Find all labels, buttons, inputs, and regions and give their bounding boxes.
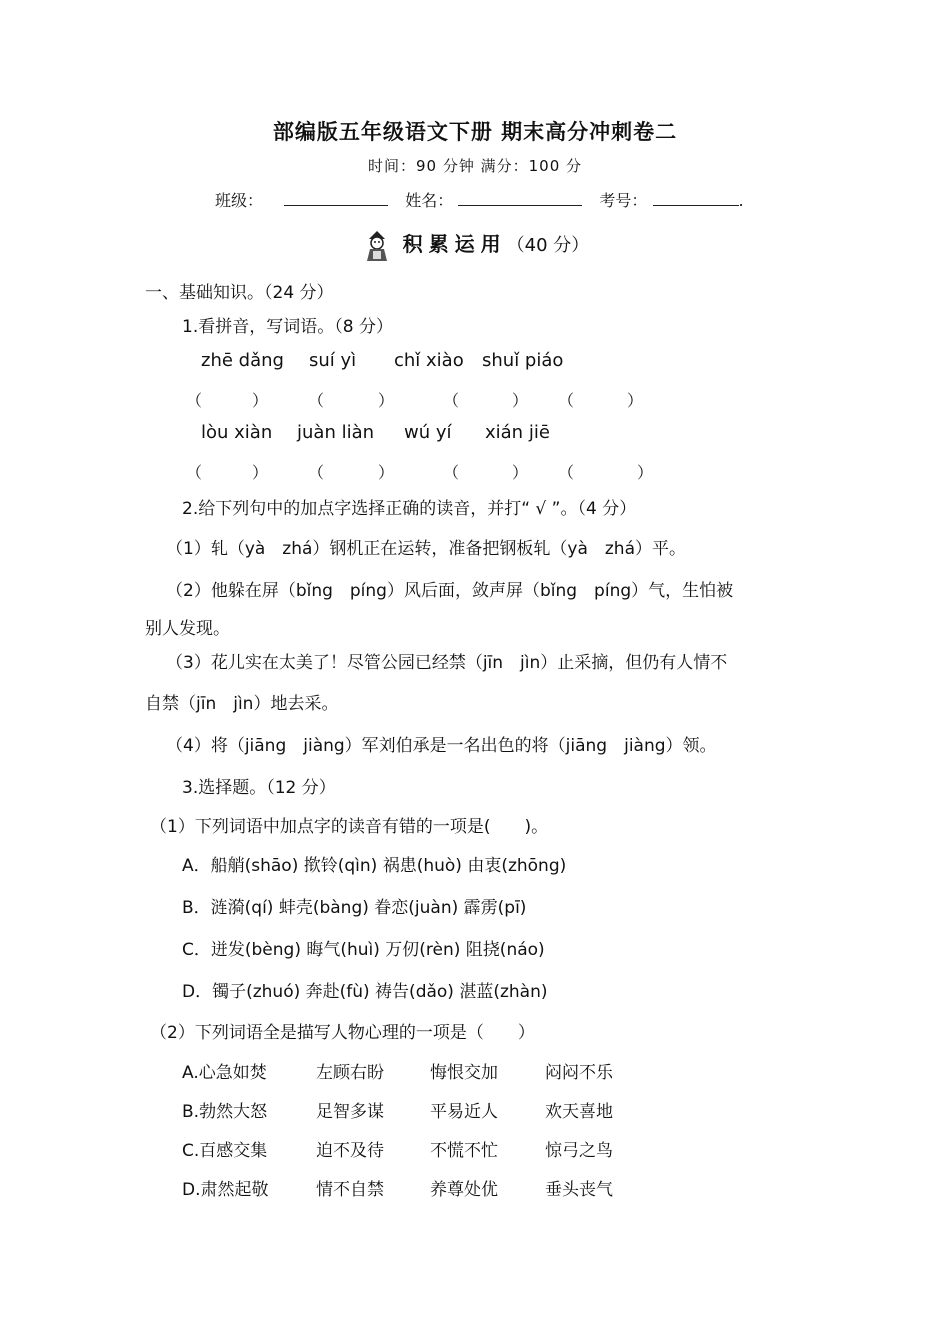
exam-meta: 时间：90 分钟 满分：100 分: [367, 157, 583, 175]
class-label: 班级：: [215, 191, 264, 210]
option-word: 垂头丧气: [545, 1180, 613, 1200]
section-title: 积累运用: [402, 232, 507, 256]
name-label: 姓名：: [405, 191, 454, 210]
option-word: 悔恨交加: [430, 1063, 498, 1083]
option-word: 惊弓之鸟: [545, 1141, 613, 1161]
paren-open: （: [558, 463, 575, 482]
paren-open: （: [186, 391, 203, 410]
q2-sentence-1: （1）轧（yà zhá）钢机正在运转，准备把钢板轧（yà zhá）平。: [166, 539, 687, 559]
q2-sentence-4: （4）将（jiāng jiàng）军刘伯承是一名出色的将（jiāng jiàng）领。: [166, 736, 717, 756]
paren-open: （: [443, 463, 460, 482]
q2-sentence-2: （2）他躲在屏（bǐng píng）风后面，敛声屏（bǐng píng）气，生怕被: [166, 581, 734, 601]
answer-row-2: [0, 460, 950, 482]
paren-open: （: [308, 463, 325, 482]
paren-close: ）: [252, 391, 269, 410]
paren-open: （: [186, 463, 203, 482]
q2-sentence-3-cont: 自禁（jīn jìn）地去采。: [145, 694, 339, 714]
pinyin-item: xián jiē: [485, 422, 550, 443]
q2-sentence-3: （3）花儿实在太美了！尽管公园已经禁（jīn jìn）止采摘，但仍有人情不: [166, 653, 728, 673]
student-mascot-icon: [361, 229, 393, 263]
q3-2-option-c[interactable]: C.百感交集: [182, 1141, 268, 1161]
q3-2-stem: （2）下列词语全是描写人物心理的一项是（ ）: [150, 1023, 535, 1043]
q3-1-option-b[interactable]: B．涟漪(qí) 蚌壳(bàng) 眷恋(juàn) 霹雳(pī): [182, 898, 527, 918]
pinyin-item: wú yí: [404, 422, 452, 443]
exam-title: 部编版五年级语文下册 期末高分冲刺卷二: [272, 120, 678, 144]
option-word: 养尊处优: [430, 1180, 498, 1200]
paren-open: （: [558, 391, 575, 410]
option-word: 不慌不忙: [430, 1141, 498, 1161]
name-blank[interactable]: [458, 189, 582, 206]
paren-open: （: [443, 391, 460, 410]
fields-end: .: [738, 191, 744, 210]
q2-prompt: 2.给下列句中的加点字选择正确的读音，并打“ √ ”。（4 分）: [182, 499, 637, 519]
q1-prompt: 1.看拼音，写词语。（8 分）: [182, 317, 393, 337]
pinyin-item: suí yì: [309, 350, 357, 371]
option-word: 情不自禁: [316, 1180, 384, 1200]
option-word: 左顾右盼: [316, 1063, 384, 1083]
id-blank[interactable]: [653, 189, 739, 206]
option-word: 迫不及待: [316, 1141, 384, 1161]
option-word: 足智多谋: [316, 1102, 384, 1122]
q3-1-option-c[interactable]: C．迸发(bèng) 晦气(huì) 万仞(rèn) 阻挠(náo): [182, 940, 545, 960]
q3-2-option-b[interactable]: B.勃然大怒: [182, 1102, 268, 1122]
q3-2-option-d[interactable]: D.肃然起敬: [182, 1180, 269, 1200]
paren-close: ）: [512, 463, 529, 482]
paren-close: ）: [252, 463, 269, 482]
student-info-fields: [215, 188, 744, 211]
option-word: 欢天喜地: [545, 1102, 613, 1122]
paren-close: ）: [512, 391, 529, 410]
answer-row-1: [0, 388, 950, 410]
paren-close: ）: [627, 391, 644, 410]
q3-2-option-a[interactable]: A.心急如焚: [182, 1063, 267, 1083]
pinyin-item: shuǐ piáo: [482, 350, 564, 371]
q2-sentence-2-cont: 别人发现。: [145, 619, 230, 639]
option-word: 平易近人: [430, 1102, 498, 1122]
pinyin-item: lòu xiàn: [201, 422, 273, 443]
pinyin-item: zhē dǎng: [201, 350, 284, 371]
pinyin-item: juàn liàn: [297, 422, 375, 443]
paren-close: ）: [378, 391, 395, 410]
q3-prompt: 3.选择题。（12 分）: [182, 778, 336, 798]
q3-1-option-d[interactable]: D．镯子(zhuó) 奔赴(fù) 祷告(dǎo) 湛蓝(zhàn): [182, 982, 548, 1002]
pinyin-item: chǐ xiào: [394, 350, 464, 371]
part1-heading: 一、基础知识。（24 分）: [145, 283, 334, 303]
class-blank[interactable]: [284, 189, 388, 206]
paren-close: ）: [637, 463, 654, 482]
section-heading: [0, 228, 950, 263]
section-score: （40 分）: [506, 235, 590, 256]
option-word: 闷闷不乐: [545, 1063, 613, 1083]
id-label: 考号：: [599, 191, 648, 210]
paren-open: （: [308, 391, 325, 410]
q3-1-stem: （1）下列词语中加点字的读音有错的一项是( )。: [150, 817, 549, 837]
q3-1-option-a[interactable]: A．船艄(shāo) 揿铃(qìn) 祸患(huò) 由衷(zhōng): [182, 856, 567, 876]
paren-close: ）: [378, 463, 395, 482]
